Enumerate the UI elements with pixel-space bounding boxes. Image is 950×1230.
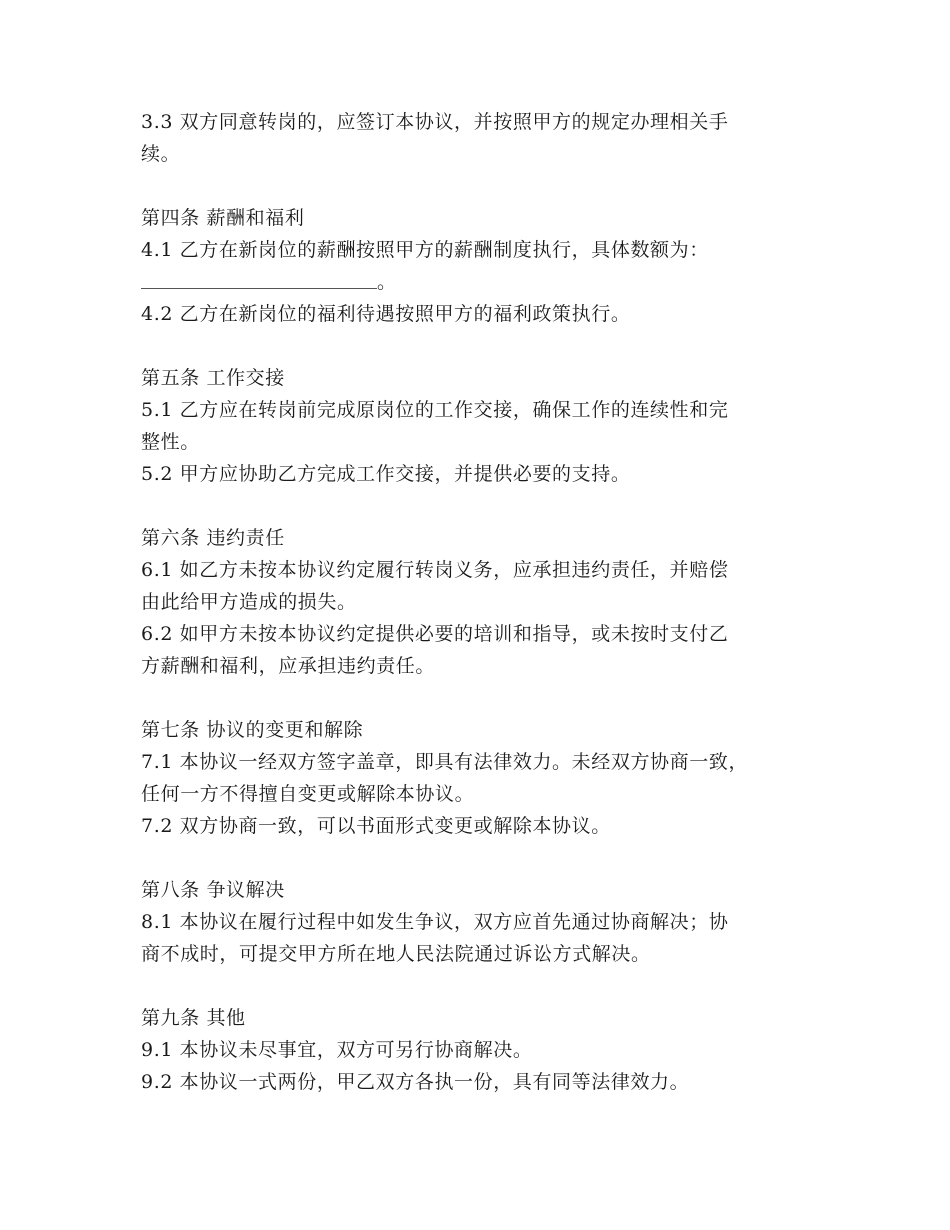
clause-5-2-line-1: 5.2 甲方应协助乙方完成工作交接，并提供必要的支持。 bbox=[141, 463, 631, 485]
clause-6-1-line-2: 由此给甲方造成的损失。 bbox=[141, 591, 357, 613]
clause-5-1-line-2: 整性。 bbox=[141, 431, 200, 453]
clause-4-2-line-1: 4.2 乙方在新岗位的福利待遇按照甲方的福利政策执行。 bbox=[141, 303, 631, 325]
blank-suffix: 。 bbox=[377, 271, 397, 293]
paragraph-gap bbox=[141, 682, 841, 714]
article-8-heading: 第八条 争议解决 bbox=[141, 879, 285, 901]
clause-7-1-line-2: 任何一方不得擅自变更或解除本协议。 bbox=[141, 783, 475, 805]
clause-6-2-line-1: 6.2 如甲方未按本协议约定提供必要的培训和指导，或未按时支付乙 bbox=[141, 623, 729, 645]
clause-6-1-line-1: 6.1 如乙方未按本协议约定履行转岗义务，应承担违约责任，并赔偿 bbox=[141, 559, 729, 581]
article-6-heading: 第六条 违约责任 bbox=[141, 527, 285, 549]
paragraph-gap bbox=[141, 970, 841, 1002]
paragraph-gap bbox=[141, 170, 841, 202]
article-9-heading: 第九条 其他 bbox=[141, 1007, 246, 1029]
clause-7-1-line-1: 7.1 本协议一经双方签字盖章，即具有法律效力。未经双方协商一致， bbox=[141, 751, 749, 773]
paragraph-gap bbox=[141, 490, 841, 522]
paragraph-gap bbox=[141, 842, 841, 874]
article-7-heading: 第七条 协议的变更和解除 bbox=[141, 719, 364, 741]
clause-6-2-line-2: 方薪酬和福利，应承担违约责任。 bbox=[141, 655, 436, 677]
article-5-heading: 第五条 工作交接 bbox=[141, 367, 285, 389]
clause-3-3-line-2: 续。 bbox=[141, 143, 181, 165]
salary-amount-blank[interactable] bbox=[141, 288, 377, 289]
clause-3-3-line-1: 3.3 双方同意转岗的，应签订本协议，并按照甲方的规定办理相关手 bbox=[141, 111, 729, 133]
clause-8-1-line-2: 商不成时，可提交甲方所在地人民法院通过诉讼方式解决。 bbox=[141, 943, 651, 965]
clause-9-1-line-1: 9.1 本协议未尽事宜，双方可另行协商解决。 bbox=[141, 1039, 533, 1061]
clause-7-2-line-1: 7.2 双方协商一致，可以书面形式变更或解除本协议。 bbox=[141, 815, 611, 837]
document-page bbox=[141, 106, 841, 1098]
clause-4-1-line-1: 4.1 乙方在新岗位的薪酬按照甲方的薪酬制度执行，具体数额为： bbox=[141, 239, 709, 261]
clause-8-1-line-1: 8.1 本协议在履行过程中如发生争议，双方应首先通过协商解决；协 bbox=[141, 911, 729, 933]
clause-5-1-line-1: 5.1 乙方应在转岗前完成原岗位的工作交接，确保工作的连续性和完 bbox=[141, 399, 729, 421]
clause-4-1-blank-row bbox=[141, 266, 841, 298]
paragraph-gap bbox=[141, 330, 841, 362]
clause-9-2-line-1: 9.2 本协议一式两份，甲乙双方各执一份，具有同等法律效力。 bbox=[141, 1071, 690, 1093]
article-4-heading: 第四条 薪酬和福利 bbox=[141, 207, 305, 229]
